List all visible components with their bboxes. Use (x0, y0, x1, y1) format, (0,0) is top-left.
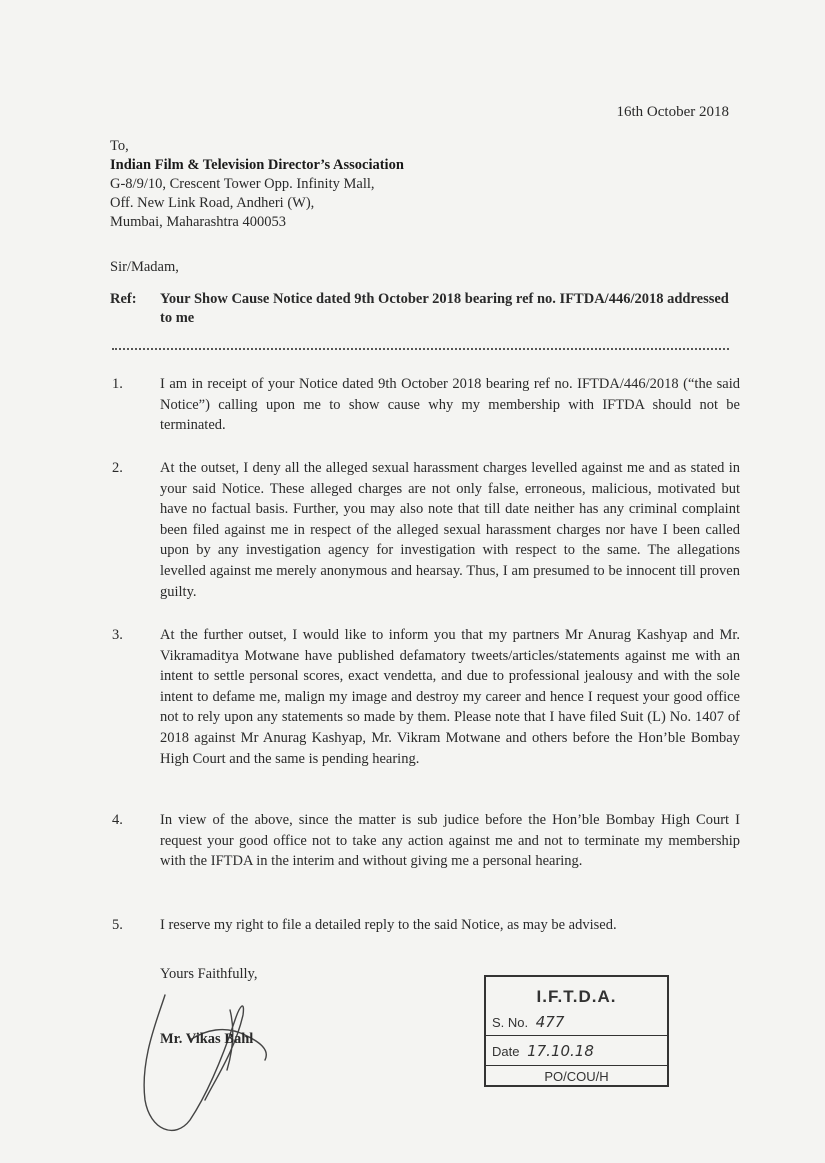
stamp-date-row (492, 1042, 594, 1060)
paragraph-text: At the further outset, I would like to inform you that my partners Mr Anurag Kashyap and Mr. Vikramaditya Motwane have published defamatory tweets/articles/statements against me with an intent to settle personal scores, exact vendetta, and due to professional jealousy and with the sole intent to defame me, malign my image and destroy my career and hence I request your good office not to rely upon any statements so made by them. Please note that I have filed Suit (L) No. 1407 of 2018 against Mr Anurag Kashyap, Mr. Vikram Motwane and others before the Hon’ble Bombay High Court and the same is pending hearing. (160, 627, 740, 767)
letter-date: 16th October 2018 (616, 104, 729, 120)
stamp-divider (486, 1065, 667, 1066)
signature-scribble (135, 980, 285, 1145)
paragraph-number: 5. (112, 917, 123, 933)
salutation: Sir/Madam, (110, 259, 179, 275)
stamp-date-value: 17.10.18 (527, 1042, 594, 1060)
signatory-name: Mr. Vikas Bahl (160, 1031, 254, 1047)
paragraph-text: I reserve my right to file a detailed reply to the said Notice, as may be advised. (160, 917, 617, 933)
stamp-title: I.F.T.D.A. (536, 987, 617, 1006)
paragraph (110, 915, 740, 936)
recipient-block (110, 137, 404, 232)
stamp-serial-row (492, 1013, 564, 1031)
stamp-footer: PO/COU/H (544, 1069, 609, 1084)
stamp-serial-value: 477 (535, 1013, 565, 1031)
paragraph-text: I am in receipt of your Notice dated 9th October 2018 bearing ref no. IFTDA/446/2018 (“the said Notice”) calling upon me to show cause why my membership with IFTDA should not be terminated. (160, 376, 740, 434)
recipient-name: Indian Film & Television Director’s Association (110, 157, 404, 173)
reference-label: Ref: (110, 291, 137, 307)
to-line: To, (110, 138, 129, 154)
address-line: Mumbai, Maharashtra 400053 (110, 214, 286, 230)
paragraph-number: 2. (112, 460, 123, 476)
paragraph-text: At the outset, I deny all the alleged sexual harassment charges levelled against me and as stated in your said Notice. These alleged charges are not only false, erroneous, malicious, motivated but have no factual basis. Further, you may also note that till date neither has any criminal complaint been filed against me in respect of the alleged sexual harassment charges nor have I been called upon by any investigation agency for investigation with respect to the same. The allegations levelled against me merely anonymous and hearsay. Thus, I am presumed to be innocent till proven guilty. (160, 460, 740, 600)
paragraph (110, 625, 740, 769)
stamp-date-label: Date (492, 1044, 520, 1059)
paragraph-text: In view of the above, since the matter is sub judice before the Hon’ble Bombay High Court I request your good office not to take any action against me and not to terminate my membership with the IFTDA in the interim and without giving me a personal hearing. (160, 812, 740, 870)
paragraph-number: 3. (112, 627, 123, 643)
paragraph-number: 1. (112, 376, 123, 392)
reference-text: Your Show Cause Notice dated 9th October 2018 bearing ref no. IFTDA/446/2018 addressed to me (160, 291, 729, 326)
stamp-serial-label: S. No. (492, 1015, 529, 1030)
reference-line (110, 290, 740, 328)
address-line: G-8/9/10, Crescent Tower Opp. Infinity Mall, (110, 176, 375, 192)
paragraph (110, 458, 740, 602)
paragraph (110, 810, 740, 872)
closing: Yours Faithfully, (160, 966, 258, 982)
paragraph (110, 374, 740, 436)
dotted-divider (112, 348, 729, 350)
stamp-divider (486, 1035, 667, 1036)
paragraph-number: 4. (112, 812, 123, 828)
address-line: Off. New Link Road, Andheri (W), (110, 195, 315, 211)
iftda-receipt-stamp (484, 975, 669, 1087)
